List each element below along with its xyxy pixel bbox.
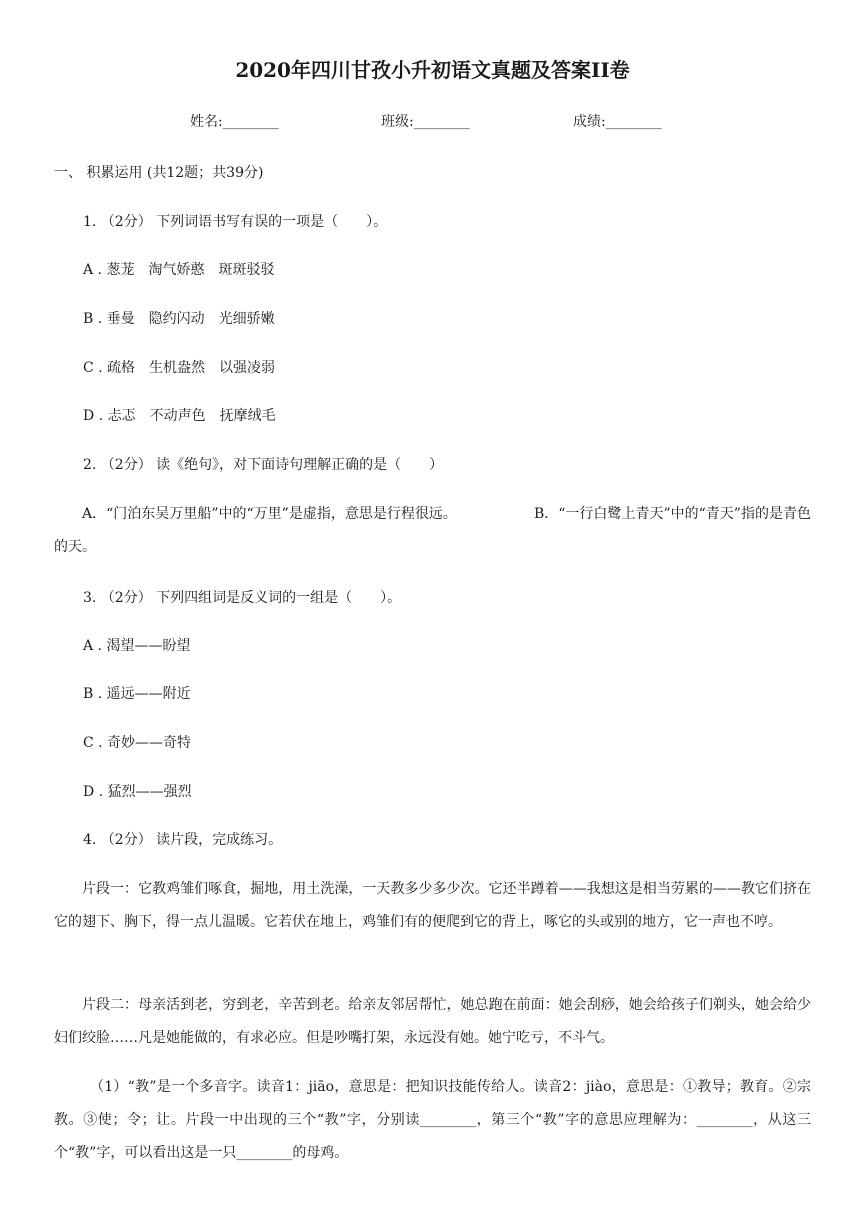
class-field: 班级:________ [381,114,470,130]
question-1-option-a: A . 葱茏 淘气娇憨 斑斑驳驳 [83,262,275,278]
question-1-stem: 1. （2分） 下列词语书写有误的一项是（ ）。 [83,214,388,230]
passage-2: 片段二：母亲活到老，穷到老，辛苦到老。给亲友邻居帮忙，她总跑在前面：她会刮痧，她会给孩子们剃头，她会给少妇们绞脸……凡是她能做的，有求必应。但是吵嘴打架，永远没有她。她宁吃亏，不斗气。 [54,997,811,1046]
question-4-sub-1: （1）“教”是一个多音字。读音1：jiāo，意思是：把知识技能传给人。读音2：jiào，意思是：①教导；教育。②宗教。③使；令；让。片段一中出现的三个“教”字，分别读________，第三个“教”字的意思应理解为：________，从这三个“教”字，可以看出这是一只________的母鸡。 [54,1079,811,1161]
section-heading: 一、 积累运用 (共12题；共39分) [54,165,264,181]
score-field: 成绩:________ [573,114,662,130]
name-field: 姓名:________ [190,114,279,130]
question-1-option-d: D . 忐忑 不动声色 抚摩绒毛 [83,408,276,424]
question-3-option-a: A . 渴望——盼望 [83,638,191,654]
question-3-option-c: C . 奇妙——奇特 [83,735,192,751]
passage-1: 片段一：它教鸡雏们啄食，掘地，用土洗澡，一天教多少多少次。它还半蹲着——我想这是相当劳累的——教它们挤在它的翅下、胸下，得一点儿温暖。它若伏在地上，鸡雏们有的便爬到它的背上，啄它的头或别的地方，它一声也不哼。 [54,881,811,930]
question-1-option-c: C . 疏格 生机盎然 以强凌弱 [83,360,276,376]
question-3-option-b: B . 遥远——附近 [83,686,191,702]
question-1-option-b: B . 垂曼 隐约闪动 光细骄嫩 [83,311,275,327]
question-4-stem: 4. （2分） 读片段，完成练习。 [83,832,283,848]
page-title: 2020年四川甘孜小升初语文真题及答案II卷 [235,58,630,82]
question-3-stem: 3. （2分） 下列四组词是反义词的一组是（ ）。 [83,590,402,606]
question-3-option-d: D . 猛烈——强烈 [83,784,192,800]
question-2-stem: 2. （2分） 读《绝句》，对下面诗句理解正确的是（ ） [83,457,444,473]
question-2-options: A．“门泊东吴万里船”中的“万里”是虚指，意思是行程很远。 B．“一行白鹭上青天”中的“青天”指的是青色的天。 [54,506,811,555]
